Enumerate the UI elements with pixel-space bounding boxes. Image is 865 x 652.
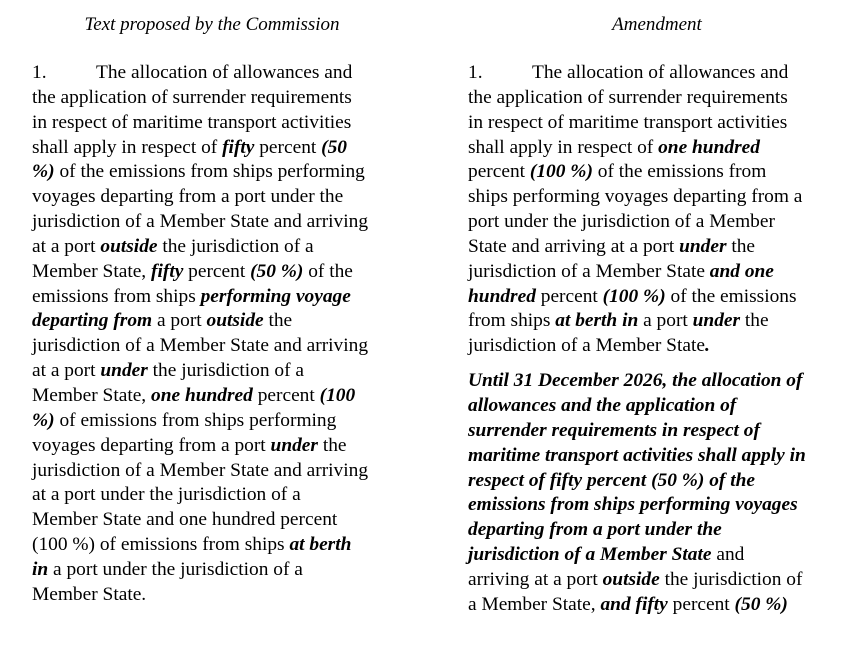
- paragraph-number: 1.: [468, 62, 483, 83]
- text-segment: arriving at a port: [468, 568, 603, 590]
- paragraph-number: 1.: [32, 62, 47, 83]
- text-line: [32, 583, 427, 608]
- text-line: [32, 508, 427, 533]
- amended-text-segment: (100 %): [602, 285, 666, 307]
- text-line: [468, 469, 863, 494]
- amended-text-segment: (50 %): [250, 260, 304, 282]
- text-segment: a port: [638, 310, 693, 332]
- text-line: [32, 309, 427, 334]
- amended-text-segment: outside: [602, 568, 660, 590]
- text-segment: of the emissions from: [592, 161, 767, 183]
- text-segment: the jurisdiction of: [659, 568, 803, 590]
- amended-text-segment: one hundred: [658, 136, 760, 158]
- text-line: [468, 394, 863, 419]
- amended-text-segment: hundred: [468, 285, 536, 307]
- commission-paragraph: [32, 61, 427, 608]
- text-line: [32, 86, 427, 111]
- text-line: [468, 285, 863, 310]
- text-segment: shall apply in respect of: [468, 136, 659, 158]
- text-line: [32, 160, 427, 185]
- text-segment: jurisdiction of a Member State and arriving: [32, 459, 369, 481]
- text-segment: in respect of maritime transport activities: [32, 111, 352, 133]
- text-line: [468, 518, 863, 543]
- text-line: [468, 593, 863, 618]
- text-line: [468, 185, 863, 210]
- text-line: [32, 434, 427, 459]
- text-segment: from ships: [468, 310, 556, 332]
- amendment-paragraph-1: [468, 61, 863, 359]
- text-line: [468, 61, 863, 86]
- text-line: [32, 210, 427, 235]
- amended-text-segment: outside: [206, 310, 264, 332]
- text-segment: the: [740, 310, 769, 332]
- amended-text-segment: (50 %): [734, 593, 788, 615]
- text-segment: the application of surrender requirements: [468, 86, 788, 108]
- text-segment: a port under the jurisdiction of a: [48, 558, 303, 580]
- amendment-text-column: [468, 0, 863, 618]
- text-segment: jurisdiction of a Member State and arriving: [32, 335, 369, 357]
- text-segment: and: [711, 544, 745, 566]
- text-line: [32, 359, 427, 384]
- text-segment: jurisdiction of a Member State and arriving: [32, 211, 369, 233]
- text-line: [468, 210, 863, 235]
- amended-text-segment: at berth in: [555, 310, 639, 332]
- text-line: [32, 483, 427, 508]
- amended-text-segment: jurisdiction of a Member State: [468, 544, 712, 566]
- amended-text-segment: one hundred: [151, 384, 253, 406]
- amended-text-segment: and one: [709, 260, 774, 282]
- text-line: [468, 160, 863, 185]
- amended-text-segment: %): [32, 161, 55, 183]
- amended-text-segment: (100 %): [529, 161, 593, 183]
- text-line: [468, 444, 863, 469]
- text-line: [32, 533, 427, 558]
- amended-text-segment: under: [692, 310, 741, 332]
- amended-text-segment: fifty: [151, 260, 184, 282]
- amended-text-segment: (100: [319, 384, 356, 406]
- text-segment: voyages departing from a port: [32, 434, 271, 456]
- text-segment: the jurisdiction of a: [147, 360, 304, 382]
- text-segment: port under the jurisdiction of a Member: [468, 211, 775, 233]
- text-segment: percent: [468, 161, 530, 183]
- text-segment: percent: [252, 384, 320, 406]
- amended-text-segment: under: [100, 360, 148, 382]
- amended-text-segment: (50: [321, 136, 347, 158]
- text-line: [32, 459, 427, 484]
- amendment-paragraph-2: [468, 369, 863, 617]
- text-segment: a Member State,: [468, 593, 601, 615]
- amended-text-segment: surrender requirements in respect of: [468, 419, 760, 441]
- text-segment: shall apply in respect of: [32, 136, 223, 158]
- amendment-column-header: Amendment: [612, 14, 702, 35]
- text-segment: percent: [183, 260, 251, 282]
- text-line: [32, 136, 427, 161]
- text-line: [468, 86, 863, 111]
- text-segment: Member State and one hundred percent: [32, 509, 338, 531]
- amended-text-segment: fifty: [222, 136, 255, 158]
- text-segment: voyages departing from a port under the: [32, 186, 344, 208]
- text-line: [468, 568, 863, 593]
- amended-text-segment: allowances and the application of: [468, 394, 737, 416]
- text-segment: the: [263, 310, 293, 332]
- commission-text-column: [32, 0, 427, 608]
- amended-text-segment: performing voyage: [200, 285, 351, 307]
- text-segment: at a port: [32, 360, 101, 382]
- text-segment: percent: [535, 285, 603, 307]
- text-line: [32, 558, 427, 583]
- amended-text-segment: and fifty: [600, 593, 668, 615]
- amended-text-segment: under: [270, 434, 318, 456]
- text-line: [468, 235, 863, 260]
- text-line: [32, 285, 427, 310]
- amended-text-segment: .: [704, 335, 710, 357]
- text-segment: the jurisdiction of a: [157, 235, 314, 257]
- text-segment: (100 %) of emissions from ships: [32, 534, 290, 556]
- text-line: [32, 334, 427, 359]
- amended-text-segment: in: [32, 558, 49, 580]
- text-segment: a port: [152, 310, 207, 332]
- amended-text-segment: %): [32, 409, 55, 431]
- text-segment: Member State.: [32, 583, 147, 605]
- text-line: [468, 493, 863, 518]
- text-line: [468, 543, 863, 568]
- text-segment: of the emissions: [665, 285, 797, 307]
- text-segment: the: [726, 235, 756, 257]
- amended-text-segment: maritime transport activities shall apply in: [468, 444, 806, 466]
- amended-text-segment: emissions from ships performing voyages: [468, 494, 798, 516]
- text-segment: Member State,: [32, 384, 152, 406]
- amended-text-segment: respect of fifty percent (50 %) of the: [468, 469, 755, 491]
- text-segment: at a port under the jurisdiction of a: [32, 484, 301, 506]
- text-line: [32, 185, 427, 210]
- text-line: [468, 369, 863, 394]
- amended-text-segment: departing from: [32, 310, 153, 332]
- text-segment: of emissions from ships performing: [54, 409, 337, 431]
- text-segment: Member State,: [32, 260, 152, 282]
- text-line: [468, 309, 863, 334]
- text-segment: The allocation of allowances and: [96, 62, 353, 83]
- text-segment: State and arriving at a port: [468, 235, 680, 257]
- text-segment: jurisdiction of a Member State: [468, 260, 710, 282]
- text-segment: percent: [667, 593, 735, 615]
- text-line: [32, 111, 427, 136]
- text-segment: jurisdiction of a Member State: [468, 335, 705, 357]
- text-line: [32, 235, 427, 260]
- amended-text-segment: Until 31 December 2026, the allocation of: [468, 370, 803, 392]
- amended-text-segment: outside: [100, 235, 158, 257]
- text-line: [468, 334, 863, 359]
- text-segment: The allocation of allowances and: [532, 62, 789, 83]
- amended-text-segment: at berth: [289, 534, 352, 556]
- text-segment: the application of surrender requirements: [32, 86, 352, 108]
- text-segment: of the emissions from ships performing: [54, 161, 365, 183]
- text-line: [32, 260, 427, 285]
- text-line: [468, 260, 863, 285]
- text-segment: emissions from ships: [32, 285, 201, 307]
- text-segment: at a port: [32, 235, 101, 257]
- amended-text-segment: under: [679, 235, 727, 257]
- text-line: [32, 409, 427, 434]
- text-line: [468, 111, 863, 136]
- text-line: [32, 61, 427, 86]
- amended-text-segment: departing from a port under the: [468, 519, 722, 541]
- text-segment: ships performing voyages departing from a: [468, 186, 803, 208]
- text-segment: of the: [303, 260, 353, 282]
- text-line: [468, 419, 863, 444]
- text-segment: in respect of maritime transport activities: [468, 111, 788, 133]
- text-line: [32, 384, 427, 409]
- commission-column-header: Text proposed by the Commission: [84, 14, 340, 35]
- text-segment: the: [317, 434, 347, 456]
- text-segment: percent: [254, 136, 322, 158]
- text-line: [468, 136, 863, 161]
